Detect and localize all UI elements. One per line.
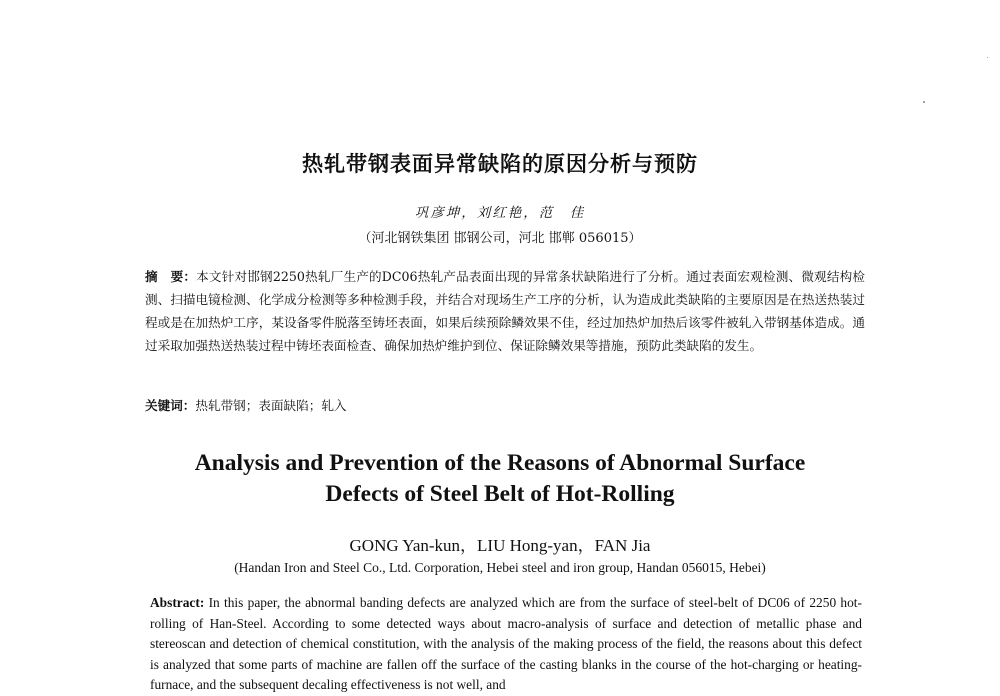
english-affiliation: (Handan Iron and Steel Co., Ltd. Corporation, Hebei steel and iron group, Handan 056015, Hebei)	[234, 560, 766, 575]
chinese-affiliation: （河北钢铁集团 邯钢公司，河北 邯郸 056015）	[358, 231, 642, 246]
scan-speck	[923, 101, 925, 103]
scan-speck	[987, 57, 988, 58]
chinese-title: 热轧带钢表面异常缺陷的原因分析与预防	[302, 152, 698, 176]
english-authors: GONG Yan-kun，LIU Hong-yan，FAN Jia	[349, 536, 651, 555]
chinese-abstract	[145, 265, 865, 357]
english-abstract-label: Abstract:	[150, 595, 205, 610]
chinese-keywords-label: 关键词：	[145, 398, 196, 413]
chinese-abstract-label: 摘 要：	[145, 269, 197, 284]
english-title-line-2: Defects of Steel Belt of Hot-Rolling	[325, 481, 675, 507]
english-abstract	[150, 593, 862, 696]
english-title	[0, 448, 1000, 510]
chinese-authors: 巩彦坤，刘红艳，范 佳	[414, 205, 586, 221]
chinese-abstract-text: 本文针对邯钢2250热轧厂生产的DC06热轧产品表面出现的异常条状缺陷进行了分析。通过表面宏观检测、微观结构检测、扫描电镜检测、化学成分检测等多种检测手段，并结合对现场生产工序的分析，认为造成此类缺陷的主要原因是在热送热装过程或是在加热炉工序，某设备零件脱落至铸坯表面，如果后续预除鳞效果不佳，经过加热炉加热后该零件被轧入带钢基体造成。通过采取加强热送热装过程中铸坯表面检查、确保加热炉维护到位、保证除鳞效果等措施，预防此类缺陷的发生。	[145, 269, 865, 353]
chinese-keywords-text: 热轧带钢；表面缺陷；轧入	[195, 398, 347, 413]
english-title-line-1: Analysis and Prevention of the Reasons of Abnormal Surface	[194, 450, 806, 476]
chinese-keywords	[145, 396, 865, 416]
english-abstract-text: In this paper, the abnormal banding defects are analyzed which are from the surface of steel-belt of DC06 of 2250 hot-rolling of Han-Steel. According to some detected ways about macro-analysis of surface and detection of metallic phase and stereoscan and detection of chemical constitution, with the analysis of the making process of the field, the reasons about this defect is analyzed that some parts of machine are fallen off the surface of the casting blanks in the course of the hot-charging or heating-furnace, and the subsequent decaling effectiveness is not well, and	[150, 595, 862, 692]
